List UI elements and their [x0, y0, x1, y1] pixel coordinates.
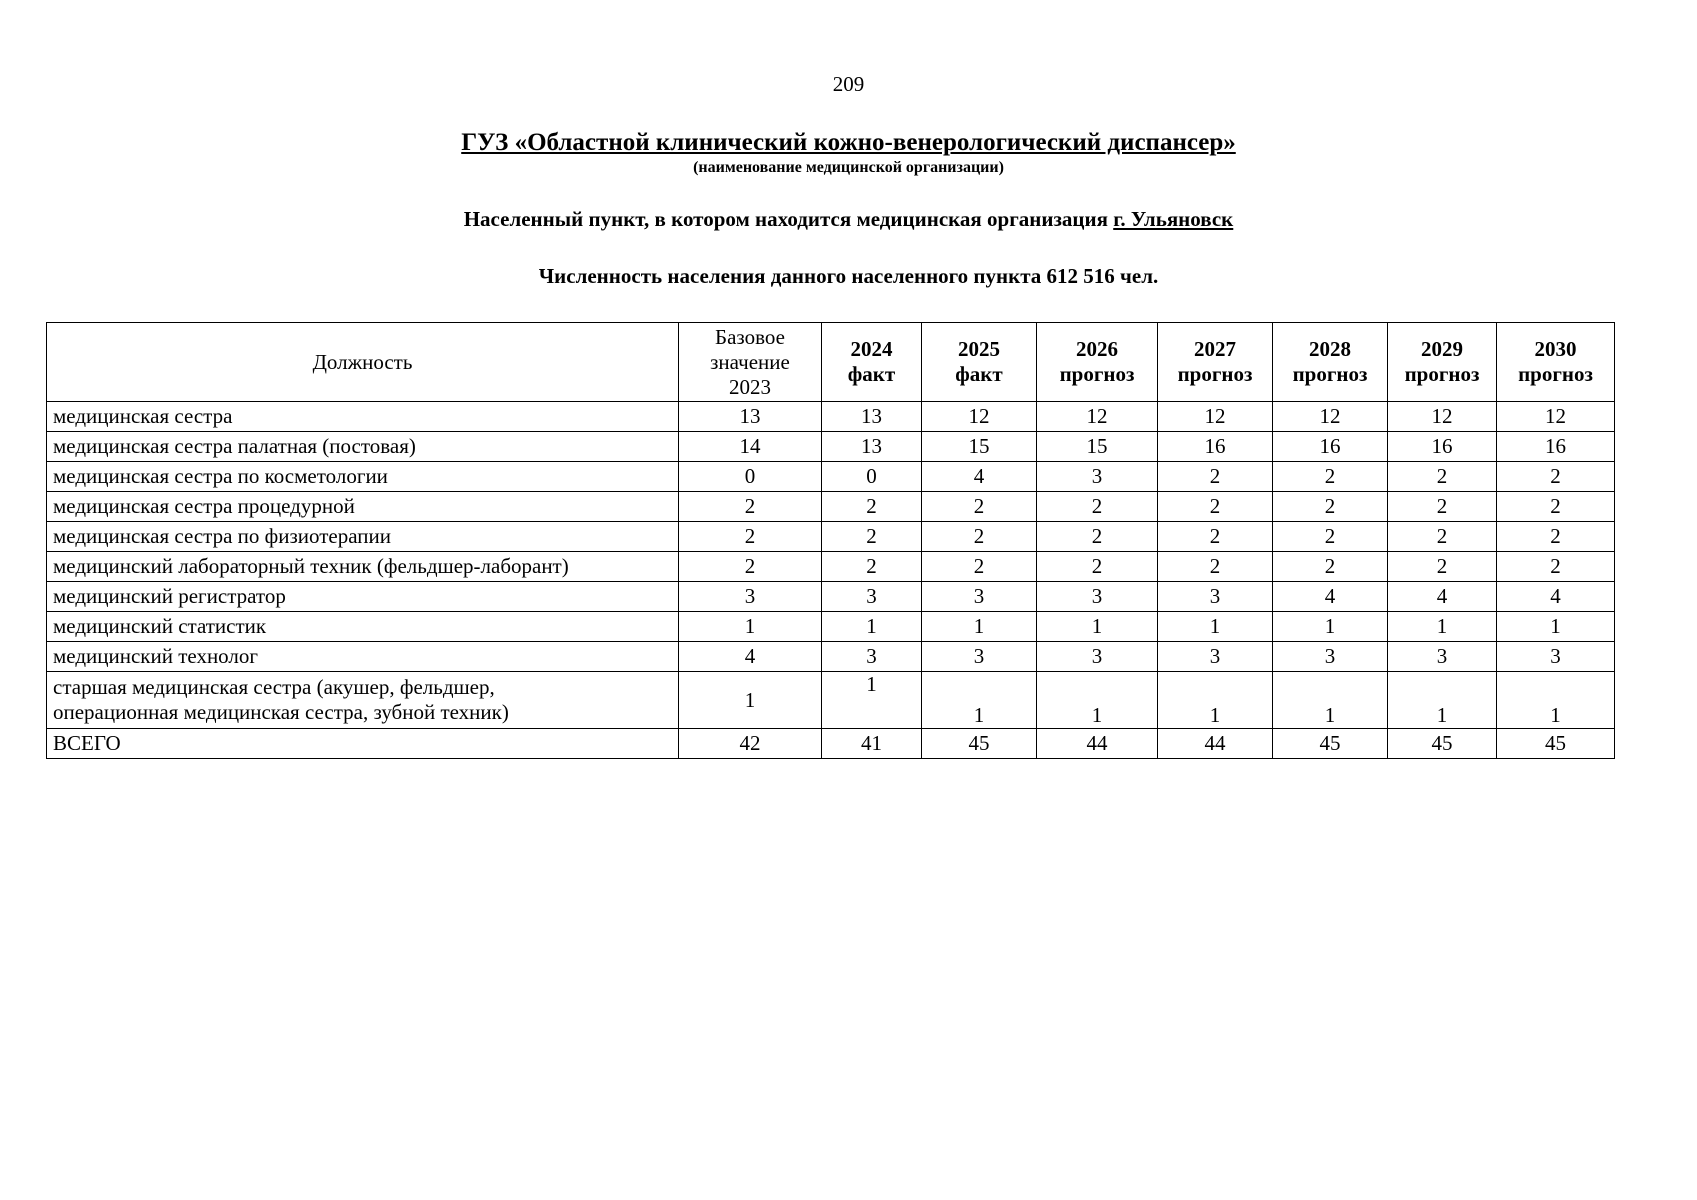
cell-value: 2 [1037, 522, 1158, 552]
total-value: 45 [1497, 729, 1615, 759]
total-label: ВСЕГО [47, 729, 679, 759]
total-value: 41 [822, 729, 922, 759]
cell-value: 2 [1273, 492, 1388, 522]
header-kind: прогноз [1059, 362, 1135, 386]
table-row [47, 642, 1615, 672]
header-base-line: значение [710, 349, 790, 374]
cell-value: 1 [822, 672, 922, 729]
cell-value: 16 [1158, 432, 1273, 462]
cell-value: 16 [1273, 432, 1388, 462]
header-year: 2029 [1421, 337, 1463, 361]
cell-value: 12 [922, 402, 1037, 432]
cell-value: 2 [1497, 552, 1615, 582]
row-position: медицинская сестра по косметологии [47, 462, 679, 492]
cell-value: 1 [1158, 672, 1273, 729]
cell-value: 1 [1273, 612, 1388, 642]
cell-value: 2 [679, 522, 822, 552]
cell-value: 2 [822, 552, 922, 582]
organization-header [0, 128, 1697, 178]
cell-value: 2 [1497, 462, 1615, 492]
header-kind: прогноз [1292, 362, 1368, 386]
cell-value: 2 [1388, 552, 1497, 582]
header-kind: факт [955, 362, 1003, 386]
total-value: 45 [1388, 729, 1497, 759]
cell-value: 1 [1037, 672, 1158, 729]
cell-value: 3 [922, 642, 1037, 672]
header-year-2026 [1037, 323, 1158, 402]
row-position-line: операционная медицинская сестра, зубной техник) [53, 700, 509, 724]
cell-value: 0 [822, 462, 922, 492]
header-year-2027 [1158, 323, 1273, 402]
cell-value: 3 [1388, 642, 1497, 672]
header-year: 2024 [850, 337, 893, 361]
cell-value: 3 [679, 582, 822, 612]
cell-value: 2 [1388, 522, 1497, 552]
cell-value: 3 [1273, 642, 1388, 672]
cell-value: 2 [1388, 462, 1497, 492]
cell-value: 2 [822, 492, 922, 522]
table-total-row [47, 729, 1615, 759]
cell-value: 15 [922, 432, 1037, 462]
cell-value: 2 [1497, 522, 1615, 552]
cell-value: 4 [1273, 582, 1388, 612]
header-year: 2026 [1076, 337, 1118, 361]
table-row [47, 462, 1615, 492]
cell-value: 1 [922, 672, 1037, 729]
cell-value: 2 [1158, 552, 1273, 582]
header-year: 2027 [1194, 337, 1236, 361]
locality-label: Населенный пункт, в котором находится медицинская организация [463, 207, 1108, 231]
table-row [47, 492, 1615, 522]
header-position: Должность [47, 323, 679, 402]
cell-value: 15 [1037, 432, 1158, 462]
table-row [47, 552, 1615, 582]
cell-value: 3 [1037, 642, 1158, 672]
row-position: медицинская сестра палатная (постовая) [47, 432, 679, 462]
cell-value: 4 [679, 642, 822, 672]
cell-value: 2 [1497, 492, 1615, 522]
cell-value: 1 [1388, 672, 1497, 729]
cell-value: 3 [1037, 582, 1158, 612]
row-position: медицинский регистратор [47, 582, 679, 612]
row-position: медицинская сестра по физиотерапии [47, 522, 679, 552]
cell-value: 1 [1158, 612, 1273, 642]
table-row [47, 612, 1615, 642]
cell-value: 1 [1273, 672, 1388, 729]
cell-value: 12 [1037, 402, 1158, 432]
cell-value: 2 [922, 492, 1037, 522]
organization-caption: (наименование медицинской организации) [693, 159, 1004, 176]
cell-value: 1 [679, 672, 822, 729]
cell-value: 13 [822, 432, 922, 462]
header-year: 2030 [1534, 337, 1577, 361]
organization-name: ГУЗ «Областной клинический кожно-венерологический диспансер» [461, 129, 1236, 156]
row-position: медицинский лабораторный техник (фельдшер-лаборант) [47, 552, 679, 582]
header-year-2030 [1497, 323, 1615, 402]
header-kind: прогноз [1518, 362, 1593, 386]
staff-table [46, 322, 1615, 759]
cell-value: 14 [679, 432, 822, 462]
cell-value: 3 [822, 642, 922, 672]
cell-value: 2 [1158, 522, 1273, 552]
header-year: 2025 [958, 337, 1000, 361]
cell-value: 12 [1273, 402, 1388, 432]
header-year-2024 [822, 323, 922, 402]
cell-value: 1 [1497, 612, 1615, 642]
row-position [47, 672, 679, 729]
row-position: медицинская сестра [47, 402, 679, 432]
table-row [47, 582, 1615, 612]
cell-value: 3 [1037, 462, 1158, 492]
header-year: 2028 [1309, 337, 1351, 361]
cell-value: 13 [822, 402, 922, 432]
header-year-2025 [922, 323, 1037, 402]
cell-value: 1 [1497, 672, 1615, 729]
header-year-2029 [1388, 323, 1497, 402]
header-base-line: Базовое [715, 324, 785, 349]
cell-value: 1 [1037, 612, 1158, 642]
cell-value: 2 [679, 552, 822, 582]
cell-value: 12 [1497, 402, 1615, 432]
cell-value: 3 [822, 582, 922, 612]
row-position-line: старшая медицинская сестра (акушер, фельдшер, [53, 675, 495, 699]
row-position: медицинский статистик [47, 612, 679, 642]
header-base-value [679, 323, 822, 402]
table-row [47, 432, 1615, 462]
total-value: 45 [1273, 729, 1388, 759]
total-value: 44 [1158, 729, 1273, 759]
cell-value: 13 [679, 402, 822, 432]
cell-value: 0 [679, 462, 822, 492]
header-year-2028 [1273, 323, 1388, 402]
cell-value: 3 [922, 582, 1037, 612]
cell-value: 2 [1388, 492, 1497, 522]
cell-value: 1 [1388, 612, 1497, 642]
locality-city: г. Ульяновск [1113, 207, 1234, 231]
cell-value: 1 [922, 612, 1037, 642]
header-kind: прогноз [1177, 362, 1253, 386]
table-header-row [47, 323, 1615, 402]
row-position: медицинский технолог [47, 642, 679, 672]
population-line: Численность населения данного населенного пункта 612 516 чел. [538, 264, 1159, 288]
locality-line [0, 207, 1697, 232]
table-row [47, 402, 1615, 432]
cell-value: 12 [1158, 402, 1273, 432]
table-row [47, 522, 1615, 552]
cell-value: 2 [922, 552, 1037, 582]
cell-value: 2 [1273, 462, 1388, 492]
cell-value: 2 [1273, 552, 1388, 582]
cell-value: 12 [1388, 402, 1497, 432]
cell-value: 2 [1037, 492, 1158, 522]
cell-value: 4 [1497, 582, 1615, 612]
cell-value: 1 [679, 612, 822, 642]
total-value: 44 [1037, 729, 1158, 759]
cell-value: 2 [922, 522, 1037, 552]
cell-value: 3 [1497, 642, 1615, 672]
row-position: медицинская сестра процедурной [47, 492, 679, 522]
cell-value: 2 [1273, 522, 1388, 552]
cell-value: 2 [1158, 492, 1273, 522]
page-number: 209 [832, 72, 865, 96]
cell-value: 2 [822, 522, 922, 552]
cell-value: 4 [1388, 582, 1497, 612]
total-value: 42 [679, 729, 822, 759]
cell-value: 2 [1037, 552, 1158, 582]
cell-value: 3 [1158, 642, 1273, 672]
total-value: 45 [922, 729, 1037, 759]
header-kind: прогноз [1404, 362, 1480, 386]
table-row [47, 672, 1615, 729]
cell-value: 2 [1158, 462, 1273, 492]
header-kind: факт [847, 362, 896, 386]
cell-value: 1 [822, 612, 922, 642]
cell-value: 16 [1388, 432, 1497, 462]
header-base-line: 2023 [729, 374, 771, 399]
cell-value: 16 [1497, 432, 1615, 462]
cell-value: 4 [922, 462, 1037, 492]
cell-value: 2 [679, 492, 822, 522]
cell-value: 3 [1158, 582, 1273, 612]
